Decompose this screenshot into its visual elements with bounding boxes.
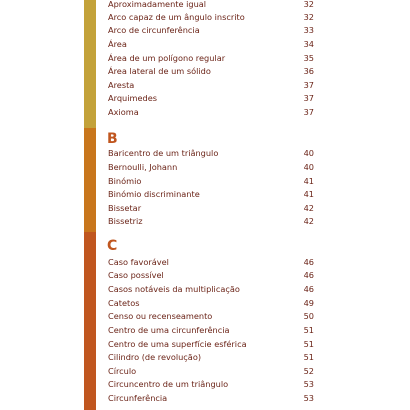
section-letter-b: B xyxy=(107,131,118,147)
index-entry xyxy=(108,310,314,323)
entry-term: Arquimedes xyxy=(108,93,157,103)
index-entry xyxy=(108,161,314,174)
entry-page: 32 xyxy=(303,12,314,22)
index-entry xyxy=(108,24,314,37)
index-entry xyxy=(108,106,314,119)
entry-page: 42 xyxy=(303,203,314,213)
entry-page: 40 xyxy=(303,162,314,172)
entry-term: Bernoulli, Johann xyxy=(108,162,178,172)
entry-page: 46 xyxy=(303,270,314,280)
index-entry xyxy=(108,92,314,105)
entry-page: 51 xyxy=(303,352,314,362)
entry-term: Caso favorável xyxy=(108,257,169,267)
entry-page: 42 xyxy=(303,216,314,226)
entry-page: 37 xyxy=(303,80,314,90)
entry-page: 51 xyxy=(303,339,314,349)
entry-page: 46 xyxy=(303,257,314,267)
entry-term: Baricentro de um triângulo xyxy=(108,148,219,158)
index-entry xyxy=(108,11,314,24)
entry-term: Arco de circunferência xyxy=(108,25,200,35)
entry-term: Binómio discriminante xyxy=(108,189,200,199)
index-entry xyxy=(108,202,314,215)
index-entry xyxy=(108,283,314,296)
entry-page: 37 xyxy=(303,107,314,117)
entry-page: 52 xyxy=(303,366,314,376)
index-entry xyxy=(108,365,314,378)
entry-term: Censo ou recenseamento xyxy=(108,311,213,321)
entry-page: 41 xyxy=(303,176,314,186)
index-entry xyxy=(108,175,314,188)
entry-term: Área de um polígono regular xyxy=(108,53,226,63)
entry-page: 46 xyxy=(303,284,314,294)
entry-page: 35 xyxy=(303,53,314,63)
entry-term: Centro de uma superfície esférica xyxy=(108,339,247,349)
entry-term: Binómio xyxy=(108,176,142,186)
entry-term: Casos notáveis da multiplicação xyxy=(108,284,240,294)
index-entry xyxy=(108,338,314,351)
index-entry xyxy=(108,188,314,201)
entry-term: Área xyxy=(108,39,127,49)
section-a-color-band xyxy=(84,0,96,128)
index-entry xyxy=(108,269,314,282)
entry-page: 41 xyxy=(303,189,314,199)
index-entry xyxy=(108,215,314,228)
section-c-color-band xyxy=(84,232,96,410)
section-b-color-band xyxy=(84,128,96,232)
entry-term: Axioma xyxy=(108,107,139,117)
entry-term: Caso possível xyxy=(108,270,164,280)
index-entry xyxy=(108,392,314,405)
index-entry xyxy=(108,324,314,337)
index-entry xyxy=(108,256,314,269)
entry-page: 53 xyxy=(303,379,314,389)
index-entry xyxy=(108,38,314,51)
index-entry xyxy=(108,52,314,65)
entry-term: Aproximadamente igual xyxy=(108,0,207,9)
index-entry xyxy=(108,65,314,78)
entry-page: 53 xyxy=(303,393,314,403)
entry-page: 33 xyxy=(303,25,314,35)
entry-page: 49 xyxy=(303,298,314,308)
entry-term: Círculo xyxy=(108,366,137,376)
entry-page: 51 xyxy=(303,325,314,335)
entry-term: Circunferência xyxy=(108,393,168,403)
entry-page: 34 xyxy=(303,39,314,49)
entry-term: Catetos xyxy=(108,298,140,308)
entry-page: 37 xyxy=(303,93,314,103)
index-entry xyxy=(108,79,314,92)
index-entry xyxy=(108,147,314,160)
entry-term: Bissetar xyxy=(108,203,142,213)
entry-term: Bissetriz xyxy=(108,216,143,226)
entry-term: Área lateral de um sólido xyxy=(108,66,211,76)
section-letter-c: C xyxy=(107,238,118,254)
index-entry xyxy=(108,0,314,11)
entry-page: 50 xyxy=(303,311,314,321)
entry-term: Circuncentro de um triângulo xyxy=(108,379,229,389)
entry-page: 40 xyxy=(303,148,314,158)
entry-term: Centro de uma circunferência xyxy=(108,325,230,335)
entry-term: Arco capaz de um ângulo inscrito xyxy=(108,12,245,22)
entry-term: Aresta xyxy=(108,80,135,90)
index-entry xyxy=(108,351,314,364)
entry-term: Cilindro (de revolução) xyxy=(108,352,202,362)
entry-page: 32 xyxy=(303,0,314,9)
index-entry xyxy=(108,378,314,391)
index-entry xyxy=(108,297,314,310)
entry-page: 36 xyxy=(303,66,314,76)
